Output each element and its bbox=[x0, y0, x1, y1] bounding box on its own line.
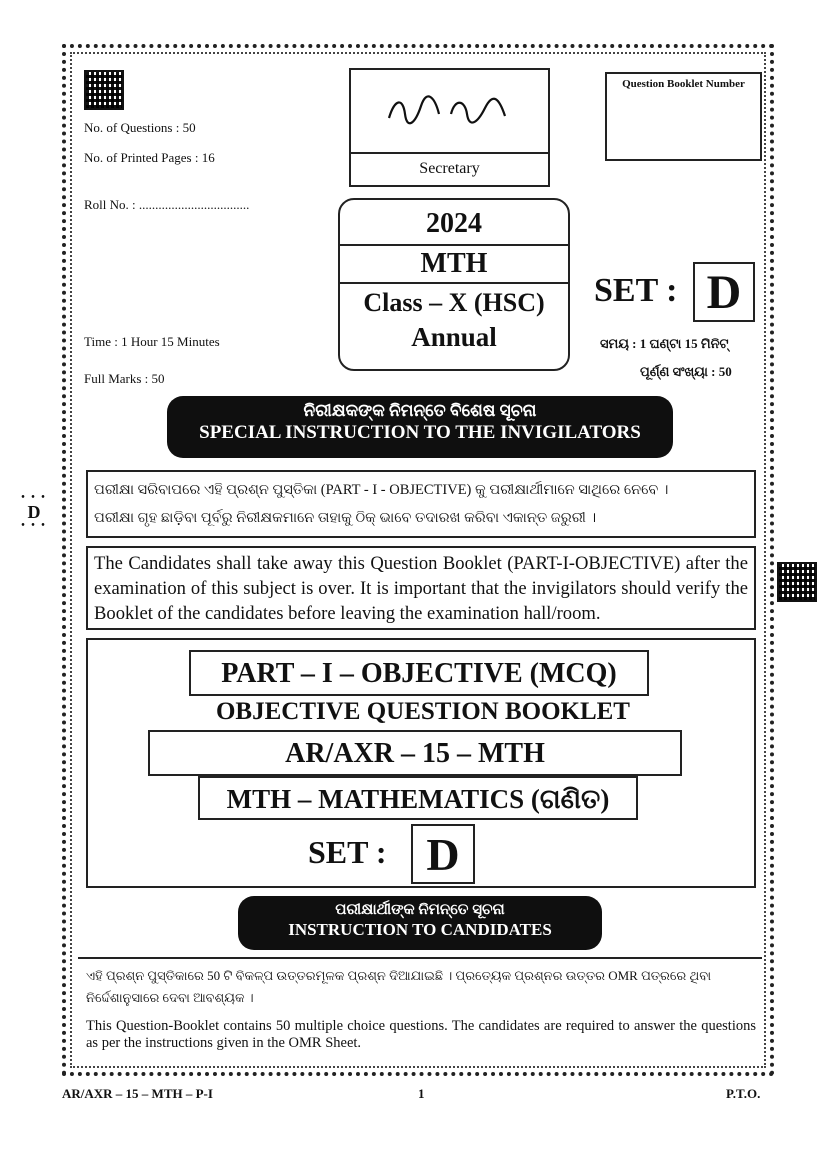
footer-page-number: 1 bbox=[418, 1086, 425, 1101]
roll-no-field[interactable]: Roll No. : .................................. bbox=[84, 197, 250, 212]
question-booklet-number-box[interactable] bbox=[605, 72, 762, 161]
booklet-subject: MTH – MATHEMATICS (ଗଣିତ) bbox=[198, 776, 638, 820]
time-label: Time : 1 Hour 15 Minutes bbox=[84, 334, 220, 349]
full-marks-label: Full Marks : 50 bbox=[84, 371, 165, 386]
no-of-printed-pages: No. of Printed Pages : 16 bbox=[84, 150, 215, 165]
candidate-instruction-english: This Question-Booklet contains 50 multiple choice questions. The candidates are required to answer the questions as per the instructions given in the OMR Sheet. bbox=[86, 1018, 756, 1051]
set-value-top: D bbox=[693, 262, 755, 322]
invigilator-banner-odia: ନିରୀକ୍ଷକଙ୍କ ନିମନ୍ତେ ବିଶେଷ ସୂଚନା bbox=[303, 401, 537, 420]
odia-instruction-line-2: ପରୀକ୍ଷା ଗୃହ ଛାଡ଼ିବା ପୂର୍ବରୁ ନିରୀକ୍ଷକମାନେ ତାହାକୁ ଠିକ୍ ଭାବେ ତଦାରଖ କରିବା ଏକାନ୍ତ ଜରୁରୀ । bbox=[94, 510, 597, 526]
candidate-banner-english: INSTRUCTION TO CANDIDATES bbox=[288, 920, 552, 939]
odia-instruction-line-1: ପରୀକ୍ଷା ସରିବାପରେ ଏହି ପ୍ରଶ୍ନ ପୁସ୍ତିକା (PART - I - OBJECTIVE) କୁ ପରୀକ୍ଷାର୍ଥୀମାନେ ସାଥିରେ ନେବେ । bbox=[94, 482, 669, 498]
booklet-title: OBJECTIVE QUESTION BOOKLET bbox=[215, 698, 630, 725]
candidate-instruction-odia: ଏହି ପ୍ରଶ୍ନ ପୁସ୍ତିକାରେ 50 ଟି ବିକଳ୍ପ ଉତ୍ତରମୂଳକ ପ୍ରଶ୍ନ ଦିଆଯାଇଛି । ପ୍ରତ୍ୟେକ ପ୍ରଶ୍ନର ଉତ୍ତର OMR ପତ୍ରରେ ଥିବା ନିର୍ଦ୍ଦେଶାନୁସାରେ ଦେବା ଆବଶ୍ୟକ । bbox=[86, 968, 712, 1005]
exam-type: Annual bbox=[411, 322, 497, 352]
exam-subject-code: MTH bbox=[420, 248, 488, 279]
footer-left: AR/AXR – 15 – MTH – P-I bbox=[62, 1086, 213, 1101]
handwritten-signature-icon bbox=[381, 84, 521, 134]
qr-code-side bbox=[777, 562, 817, 602]
section-divider bbox=[78, 957, 762, 959]
invigilator-banner bbox=[167, 396, 673, 458]
signature-box bbox=[349, 68, 550, 187]
odia-instruction-box bbox=[86, 470, 756, 538]
english-instruction-text: The Candidates shall take away this Question Booklet (PART-I-OBJECTIVE) after the examination of this subject is over. It is important that the invigilators should verify the Booklet of the candidates before leaving the examination hall/room. bbox=[94, 553, 748, 624]
signature-image bbox=[381, 84, 521, 134]
booklet-part: PART – I – OBJECTIVE (MCQ) bbox=[189, 650, 649, 696]
time-label-odia: ସମୟ : 1 ଘଣ୍ଟା 15 ମିନିଟ୍ bbox=[600, 336, 729, 351]
candidate-banner-odia: ପରୀକ୍ଷାର୍ଥୀଙ୍କ ନିମନ୍ତେ ସୂଚନା bbox=[335, 902, 505, 918]
set-label-bottom: SET : bbox=[308, 834, 387, 870]
signature-label: Secretary bbox=[419, 160, 480, 177]
full-marks-label-odia: ପୂର୍ଣ୍ଣ ସଂଖ୍ୟା : 50 bbox=[640, 364, 732, 379]
candidate-banner bbox=[238, 896, 602, 950]
exam-year: 2024 bbox=[426, 208, 482, 239]
side-set-marker: • • • D • • • bbox=[21, 492, 47, 531]
no-of-questions: No. of Questions : 50 bbox=[84, 120, 196, 135]
invigilator-banner-english: SPECIAL INSTRUCTION TO THE INVIGILATORS bbox=[199, 422, 641, 443]
question-booklet-number-label: Question Booklet Number bbox=[622, 78, 745, 90]
booklet-code: AR/AXR – 15 – MTH bbox=[148, 730, 682, 776]
qr-code-top bbox=[84, 70, 124, 110]
set-value-bottom: D bbox=[411, 824, 475, 884]
set-label-top: SET : bbox=[594, 272, 678, 309]
footer-right: P.T.O. bbox=[726, 1086, 761, 1101]
exam-info-box bbox=[338, 198, 570, 371]
booklet-details-box bbox=[86, 638, 756, 888]
english-instruction-box bbox=[86, 546, 756, 630]
exam-class: Class – X (HSC) bbox=[363, 288, 545, 317]
